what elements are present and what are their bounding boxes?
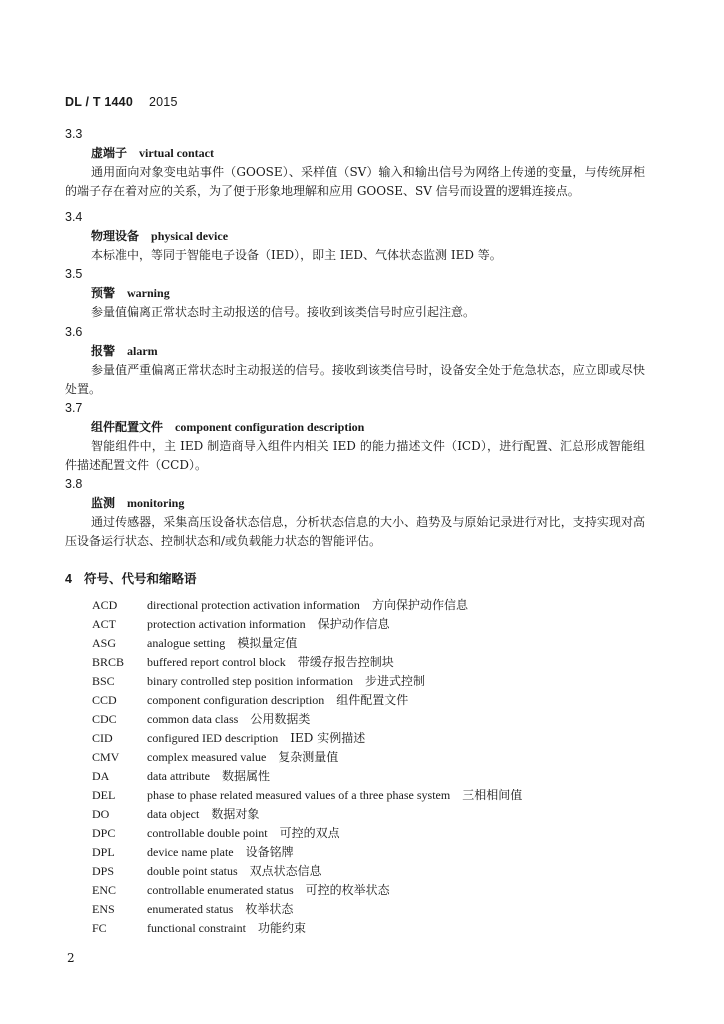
- abbreviation-chinese: 带缓存报告控制块: [297, 655, 394, 669]
- section-title-text: 符号、代号和缩略语: [83, 571, 197, 586]
- abbreviation-code: ACT: [92, 617, 116, 631]
- abbreviation-chinese: 组件配置文件: [336, 693, 409, 707]
- abbreviation-code: FC: [92, 921, 107, 935]
- page-number: 2: [67, 951, 75, 965]
- abbreviation-english: common data class: [147, 712, 239, 726]
- abbreviation-code: ACD: [92, 598, 118, 612]
- abbreviation-english: analogue setting: [147, 636, 226, 650]
- abbreviation-row: [92, 729, 612, 748]
- abbreviation-english: data object: [147, 807, 200, 821]
- abbreviation-list: [92, 596, 612, 938]
- abbreviation-chinese: 公用数据类: [250, 712, 311, 726]
- abbreviation-code: ENS: [92, 902, 115, 916]
- section-number: 4: [65, 572, 72, 586]
- abbreviation-chinese: 枚举状态: [245, 902, 294, 916]
- doc-code: DL / T 1440: [65, 95, 133, 109]
- definition-title-zh: 监测: [91, 496, 116, 510]
- abbreviation-english: double point status: [147, 864, 238, 878]
- abbreviation-row: [92, 919, 612, 938]
- abbreviation-code: ENC: [92, 883, 116, 897]
- abbreviation-row: [92, 843, 612, 862]
- abbreviation-english: binary controlled step position information: [147, 674, 353, 688]
- abbreviation-row: [92, 824, 612, 843]
- definition-item: [65, 399, 645, 475]
- abbreviation-row: [92, 672, 612, 691]
- abbreviation-english: device name plate: [147, 845, 234, 859]
- abbreviation-english: controllable double point: [147, 826, 268, 840]
- abbreviation-code: CDC: [92, 712, 117, 726]
- definition-title-zh: 预警: [91, 286, 116, 300]
- definition-body: 本标准中，等同于智能电子设备（IED），即主 IED、气体状态监测 IED 等。: [91, 248, 502, 262]
- definition-title-zh: 报警: [91, 344, 116, 358]
- section-heading: [65, 569, 196, 587]
- abbreviation-row: [92, 900, 612, 919]
- definition-item: [65, 323, 645, 399]
- abbreviation-row: [92, 786, 612, 805]
- definition-title: [65, 342, 645, 361]
- definition-title-zh: 虚端子: [91, 146, 128, 160]
- abbreviation-chinese: 数据对象: [211, 807, 260, 821]
- definition-title: [65, 418, 645, 437]
- abbreviation-chinese: 模拟量定值: [237, 636, 298, 650]
- abbreviation-code: DO: [92, 807, 110, 821]
- abbreviation-row: [92, 748, 612, 767]
- abbreviation-row: [92, 634, 612, 653]
- abbreviation-english: controllable enumerated status: [147, 883, 294, 897]
- abbreviation-code: DA: [92, 769, 110, 783]
- definition-body: 通过传感器，采集高压设备状态信息，分析状态信息的大小、趋势及与原始记录进行对比，支持实现对高压设备运行状态、控制状态和/或负载能力状态的智能评估。: [65, 515, 645, 549]
- abbreviation-chinese: 数据属性: [221, 769, 270, 783]
- definition-title-en: component configuration description: [175, 420, 365, 434]
- definition-body: 智能组件中，主 IED 制造商导入组件内相关 IED 的能力描述文件（ICD），进行配置、汇总形成智能组件描述配置文件（CCD）。: [65, 439, 645, 473]
- abbreviation-row: [92, 710, 612, 729]
- definition-number: 3.4: [65, 210, 83, 224]
- abbreviation-row: [92, 805, 612, 824]
- definition-number: 3.6: [65, 325, 83, 339]
- definition-number: 3.7: [65, 401, 83, 415]
- abbreviation-english: protection activation information: [147, 617, 306, 631]
- abbreviation-english: complex measured value: [147, 750, 267, 764]
- abbreviation-row: [92, 653, 612, 672]
- abbreviation-english: enumerated status: [147, 902, 234, 916]
- abbreviation-code: CMV: [92, 750, 120, 764]
- abbreviation-row: [92, 691, 612, 710]
- definition-number: 3.8: [65, 477, 83, 491]
- abbreviation-chinese: 双点状态信息: [249, 864, 322, 878]
- definition-number: 3.3: [65, 127, 83, 141]
- abbreviation-english: functional constraint: [147, 921, 246, 935]
- definition-title-en: monitoring: [127, 496, 185, 510]
- abbreviation-code: DPC: [92, 826, 116, 840]
- definition-body: 参量值严重偏离正常状态时主动报送的信号。接收到该类信号时，设备安全处于危急状态，应立即或尽快处置。: [65, 363, 645, 397]
- definition-body: 通用面向对象变电站事件（GOOSE）、采样值（SV）输入和输出信号为网络上传递的变量，与传统屏柜的端子存在着对应的关系，为了便于形象地理解和应用 GOOSE、SV 信号而设置的逻辑连接点。: [65, 165, 645, 199]
- abbreviation-chinese: 可控的双点: [279, 826, 340, 840]
- definition-title: [65, 494, 645, 513]
- abbreviation-code: CCD: [92, 693, 117, 707]
- definition-title-zh: 组件配置文件: [91, 420, 164, 434]
- abbreviation-english: directional protection activation information: [147, 598, 360, 612]
- abbreviation-code: DPL: [92, 845, 115, 859]
- abbreviation-english: configured IED description: [147, 731, 279, 745]
- abbreviation-code: CID: [92, 731, 113, 745]
- definition-item: [65, 208, 645, 265]
- abbreviation-english: component configuration description: [147, 693, 325, 707]
- definition-item: [65, 475, 645, 551]
- definition-item: [65, 265, 645, 323]
- definition-title: [65, 284, 645, 303]
- abbreviation-row: [92, 596, 612, 615]
- definition-title-en: virtual contact: [139, 146, 214, 160]
- abbreviation-chinese: 保护动作信息: [317, 617, 390, 631]
- page-header: [65, 95, 178, 109]
- definition-number: 3.5: [65, 267, 83, 281]
- definition-title: [65, 227, 645, 246]
- abbreviation-english: phase to phase related measured values of a three phase system: [147, 788, 451, 802]
- abbreviation-chinese: 可控的枚举状态: [305, 883, 390, 897]
- abbreviation-chinese: 设备铭牌: [245, 845, 294, 859]
- abbreviation-row: [92, 615, 612, 634]
- abbreviation-chinese: 步进式控制: [364, 674, 425, 688]
- abbreviation-code: DEL: [92, 788, 116, 802]
- abbreviation-chinese: 功能约束: [257, 921, 306, 935]
- doc-year: 2015: [148, 95, 178, 109]
- definition-body: 参量值偏离正常状态时主动报送的信号。接收到该类信号时应引起注意。: [91, 305, 476, 319]
- abbreviation-code: ASG: [92, 636, 117, 650]
- abbreviation-row: [92, 881, 612, 900]
- abbreviation-english: data attribute: [147, 769, 210, 783]
- definition-item: [65, 125, 645, 208]
- abbreviation-code: DPS: [92, 864, 115, 878]
- abbreviation-row: [92, 862, 612, 881]
- abbreviation-chinese: 三相相间值: [462, 788, 523, 802]
- abbreviation-english: buffered report control block: [147, 655, 286, 669]
- definition-title-zh: 物理设备: [91, 229, 140, 243]
- abbreviation-code: BSC: [92, 674, 115, 688]
- definition-title-en: physical device: [151, 229, 229, 243]
- definition-title-en: warning: [127, 286, 170, 300]
- abbreviation-chinese: IED 实例描述: [290, 731, 366, 745]
- abbreviation-code: BRCB: [92, 655, 125, 669]
- definition-title: [65, 144, 645, 163]
- definitions-section: [65, 125, 645, 551]
- abbreviation-chinese: 方向保护动作信息: [371, 598, 468, 612]
- definition-title-en: alarm: [127, 344, 158, 358]
- abbreviation-chinese: 复杂测量值: [278, 750, 339, 764]
- abbreviation-row: [92, 767, 612, 786]
